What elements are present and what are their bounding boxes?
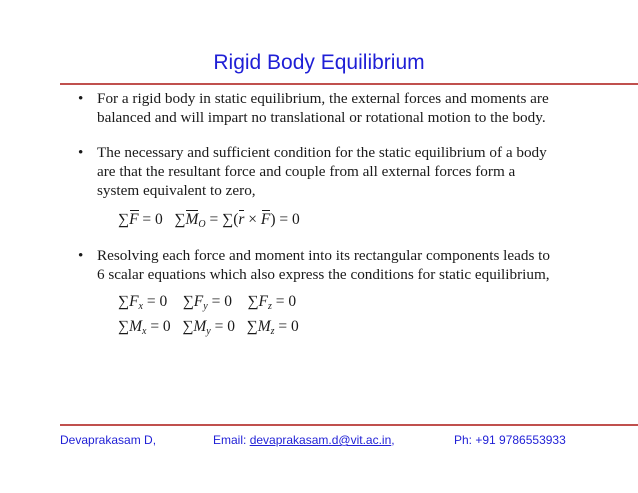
slide-content [78,89,558,342]
bullet-item [78,246,558,284]
bullet-marker: • [78,90,84,107]
force-equations-row: $\sum F_x = 0$ $\sum F_y = 0$ $\sum F_z = 0$ [118,293,297,312]
force-vector: F [260,211,271,228]
vector-equilibrium-equation: ∑F = 0 $\sum M_O = \sum(r \times F) = 0$ [118,211,300,230]
sum-symbol: ∑ [118,211,130,228]
scalar-equations [78,292,558,342]
title-divider [60,83,638,85]
footer-divider [60,424,638,426]
email-label: Email: [213,433,250,447]
sum-symbol: ∑ [174,211,186,228]
bullet-text: For a rigid body in static equilibrium, the external forces and moments are balanced and will impart no translational or rotational motion to the body. [97,90,549,126]
equals-zero: = 0 [138,211,163,228]
slide-title: Rigid Body Equilibrium [213,51,425,74]
equals-zero: = 0 [275,211,300,228]
force-vector: F [129,211,139,228]
sum-symbol: ∑ [222,211,234,228]
bullet-item [78,89,558,127]
footer-author: Devaprakasam D, [60,433,157,447]
position-vector: r [238,211,245,228]
email-link[interactable]: devaprakasam.d@vit.ac.in [249,433,392,447]
moment-equations-row: $\sum M_x = 0$ $\sum M_y = 0$ $\sum M_z = 0$ [118,318,299,337]
footer-email: Email: devaprakasam.d@vit.ac.in, [213,433,395,447]
bullet-text: The necessary and sufficient condition for the static equilibrium of a body are that the resultant force and couple from all external forces form a system equivalent to zero, [97,144,547,199]
footer-phone: Ph: +91 9786553933 [454,433,566,447]
bullet-text: Resolving each force and moment into its rectangular components leads to 6 scalar equations which also express the conditions for static equilibrium, [97,247,550,283]
bullet-marker: • [78,144,84,161]
bullet-item [78,143,558,200]
origin-subscript: O [198,219,206,230]
cross-symbol: × [244,211,261,228]
moment-vector: M [185,211,199,228]
bullet-marker: • [78,247,84,264]
